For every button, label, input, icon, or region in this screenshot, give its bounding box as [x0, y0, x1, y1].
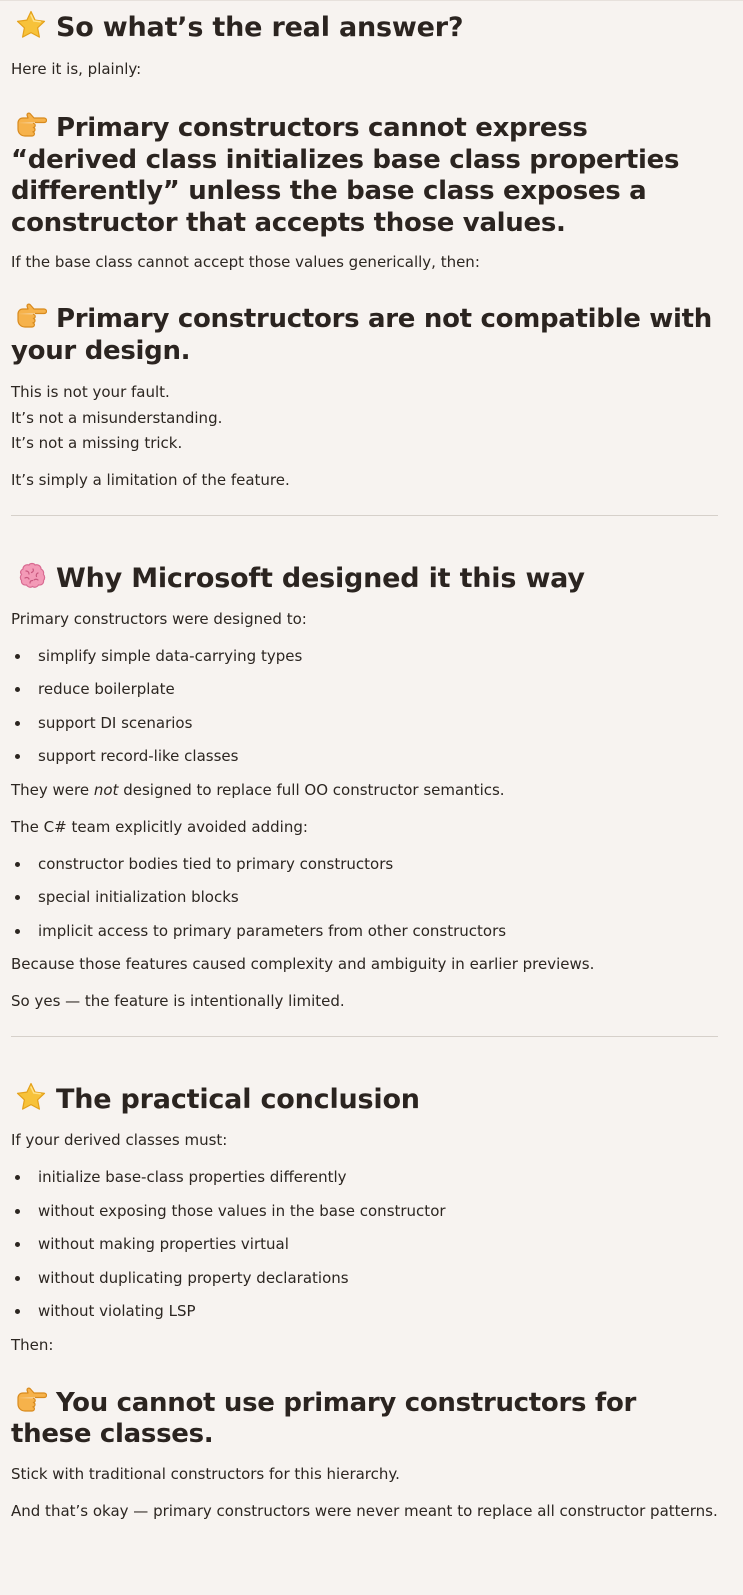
line-1: This is not your fault.	[11, 383, 170, 401]
list-item: without exposing those values in the base constructor	[11, 1201, 718, 1221]
stick-with-text: Stick with traditional constructors for this hierarchy.	[11, 1464, 400, 1483]
heading-why-microsoft	[11, 560, 718, 596]
list-item: without violating LSP	[11, 1301, 718, 1321]
avoided-intro: The C# team explicitly avoided adding:	[11, 817, 308, 836]
section-divider-2	[11, 1036, 718, 1037]
avoided-list	[11, 854, 718, 941]
list-item: without making properties virtual	[11, 1234, 718, 1254]
designed-to-intro: Primary constructors were designed to:	[11, 609, 307, 628]
complexity-text: Because those features caused complexity and ambiguity in earlier previews.	[11, 955, 595, 973]
designed-to-list	[11, 646, 718, 767]
line-2: It’s not a misunderstanding.	[11, 408, 223, 427]
list-item: reduce boilerplate	[11, 679, 718, 699]
list-item: support record-like classes	[11, 746, 718, 766]
list-item: simplify simple data-carrying types	[11, 646, 718, 666]
heading-practical-conclusion	[11, 1081, 718, 1117]
then-text: Then:	[11, 1335, 54, 1354]
callout-heading-3	[11, 1385, 718, 1451]
callout-heading-1	[11, 110, 718, 239]
reassurance-lines	[11, 380, 718, 457]
not-designed-emphasis: not	[93, 780, 119, 799]
after-callout-text: If the base class cannot accept those values generically, then:	[11, 253, 480, 271]
pointing-right-icon	[15, 1385, 47, 1415]
brain-icon	[15, 560, 47, 592]
not-designed-before: They were	[11, 780, 94, 799]
not-designed-after: designed to replace full OO constructor semantics.	[118, 780, 505, 799]
not-designed-text	[11, 780, 718, 800]
list-item: implicit access to primary parameters from other constructors	[11, 921, 718, 941]
list-item: constructor bodies tied to primary constructors	[11, 854, 718, 874]
list-item: without duplicating property declarations	[11, 1268, 718, 1288]
callout-3-text: You cannot use primary constructors for these classes.	[11, 1387, 637, 1449]
top-divider	[0, 0, 743, 1]
must-intro: If your derived classes must:	[11, 1131, 228, 1149]
section-divider-1	[11, 515, 718, 516]
heading-practical-text: The practical conclusion	[56, 1084, 420, 1115]
callout-2-text: Primary constructors are not compatible with your design.	[11, 304, 712, 366]
star-icon	[15, 9, 47, 41]
list-item: special initialization blocks	[11, 887, 718, 907]
heading-real-answer	[11, 9, 718, 45]
limitation-text: It’s simply a limitation of the feature.	[11, 470, 290, 489]
heading-real-answer-text: So what’s the real answer?	[56, 12, 464, 43]
list-item: support DI scenarios	[11, 713, 718, 733]
thats-okay-text: And that’s okay — primary constructors were never meant to replace all constructor patterns.	[11, 1501, 718, 1520]
callout-heading-2	[11, 301, 718, 367]
pointing-right-icon	[15, 110, 47, 140]
heading-why-text: Why Microsoft designed it this way	[56, 562, 585, 594]
requirements-list	[11, 1167, 718, 1321]
list-item: initialize base-class properties differently	[11, 1167, 718, 1187]
star-icon	[15, 1081, 47, 1113]
intentionally-limited-text: So yes — the feature is intentionally limited.	[11, 992, 345, 1010]
pointing-right-icon	[15, 301, 47, 331]
intro-text: Here it is, plainly:	[11, 60, 142, 78]
callout-1-text: Primary constructors cannot express “derived class initializes base class properties differently” unless the base class exposes a constructor that accepts those values.	[11, 113, 680, 238]
line-3: It’s not a missing trick.	[11, 434, 183, 452]
